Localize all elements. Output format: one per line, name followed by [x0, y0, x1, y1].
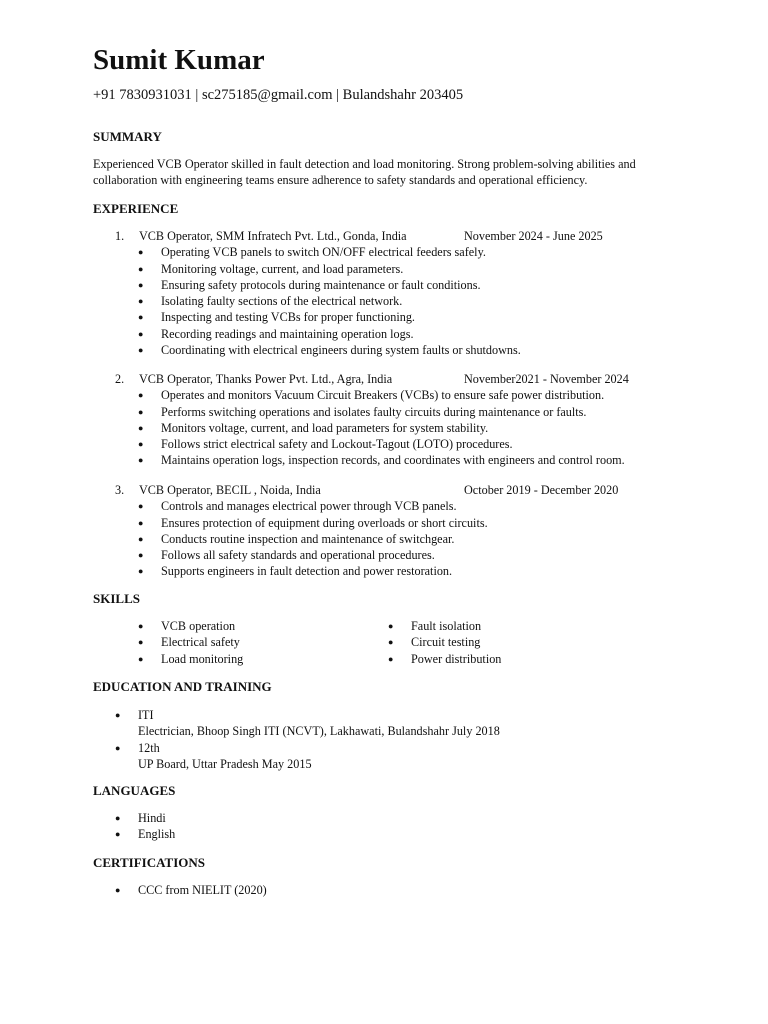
- job-number: 2.: [115, 372, 125, 386]
- bullet-icon: ●: [138, 621, 144, 631]
- list-item: ● Operates and monitors Vacuum Circuit Breakers (VCBs) to ensure safe power distribution.: [138, 388, 605, 403]
- job-dates: October 2019 - December 2020: [464, 483, 619, 497]
- list-item: ● Circuit testing: [388, 635, 481, 650]
- bullet-icon: ●: [138, 390, 144, 401]
- bullet-icon: ●: [138, 406, 144, 417]
- list-item: ● Load monitoring: [138, 651, 244, 666]
- languages-heading: LANGUAGES: [93, 783, 176, 798]
- job-title: VCB Operator, BECIL , Noida, India: [139, 483, 321, 497]
- candidate-name: Sumit Kumar: [93, 44, 265, 76]
- education-detail: UP Board, Uttar Pradesh May 2015: [138, 756, 312, 771]
- bullet-icon: ●: [115, 829, 121, 840]
- bullet-icon: ●: [138, 455, 144, 466]
- bullet-icon: ●: [115, 742, 121, 753]
- list-item: ● Hindi: [115, 811, 166, 825]
- list-item: ● Ensures protection of equipment during overloads or short circuits.: [138, 515, 488, 530]
- list-item: ● ITI: [115, 708, 154, 722]
- skills-heading: SKILLS: [93, 591, 140, 606]
- list-item: ● Follows strict electrical safety and Lockout-Tagout (LOTO) procedures.: [138, 437, 513, 452]
- bullet-icon: ●: [138, 345, 144, 356]
- bullet-icon: ●: [115, 885, 121, 895]
- bullet-icon: ●: [388, 621, 394, 631]
- certifications-heading: CERTIFICATIONS: [93, 855, 205, 870]
- list-item: ● Power distribution: [388, 651, 502, 666]
- list-item: ● VCB operation: [138, 619, 236, 633]
- certifications-list: [115, 882, 415, 898]
- bullet-icon: ●: [138, 653, 144, 664]
- bullet-icon: ●: [138, 296, 144, 307]
- languages-list: [115, 810, 315, 843]
- summary-text: Experienced VCB Operator skilled in fault detection and load monitoring. Strong problem-solving abilities and collaboration with engineering teams ensure adherence to safety standards and operational efficiency.: [93, 157, 636, 188]
- bullet-icon: ●: [138, 328, 144, 339]
- job-number: 3.: [115, 483, 125, 497]
- list-item: ● Supports engineers in fault detection and power restoration.: [138, 564, 453, 579]
- list-item: ● Monitors voltage, current, and load parameters for system stability.: [138, 420, 489, 435]
- bullet-icon: ●: [138, 550, 144, 561]
- skills-column-left: [138, 618, 338, 667]
- list-item: ● 12th: [115, 740, 160, 755]
- job-header: [115, 482, 675, 498]
- list-item: ● Operating VCB panels to switch ON/OFF electrical feeders safely.: [138, 245, 486, 260]
- bullet-icon: ●: [115, 813, 121, 823]
- list-item: ● Recording readings and maintaining operation logs.: [138, 326, 414, 341]
- bullet-icon: ●: [138, 566, 144, 577]
- list-item: ● Follows all safety standards and operational procedures.: [138, 548, 435, 563]
- job-header: [115, 371, 675, 387]
- job-bullets: [138, 244, 675, 358]
- education-heading: EDUCATION AND TRAINING: [93, 679, 272, 694]
- job-header: [115, 228, 675, 244]
- bullet-icon: ●: [388, 653, 394, 664]
- list-item: ● Ensuring safety protocols during maintenance or fault conditions.: [138, 277, 481, 292]
- bullet-icon: ●: [138, 501, 144, 512]
- education-detail: Electrician, Bhoop Singh ITI (NCVT), Lakhawati, Bulandshahr July 2018: [138, 724, 500, 739]
- list-item: ● English: [115, 827, 176, 842]
- list-item: ● Fault isolation: [388, 619, 482, 633]
- contact-line: +91 7830931031 | sc275185@gmail.com | Bulandshahr 203405: [93, 87, 464, 103]
- bullet-icon: ●: [388, 637, 394, 648]
- job-title: VCB Operator, SMM Infratech Pvt. Ltd., Gonda, India: [139, 229, 407, 243]
- job-entry: [115, 482, 675, 580]
- list-item: ● Controls and manages electrical power through VCB panels.: [138, 499, 457, 514]
- job-dates: November 2024 - June 2025: [464, 229, 603, 243]
- bullet-icon: ●: [138, 422, 144, 433]
- bullet-icon: ●: [138, 279, 144, 290]
- summary-heading: SUMMARY: [93, 129, 162, 144]
- list-item: ● Inspecting and testing VCBs for proper functioning.: [138, 310, 415, 325]
- experience-heading: EXPERIENCE: [93, 201, 179, 216]
- job-bullets: [138, 387, 675, 468]
- job-entry: [115, 371, 675, 469]
- job-title: VCB Operator, Thanks Power Pvt. Ltd., Agra, India: [139, 372, 393, 386]
- education-list: [115, 707, 615, 772]
- bullet-icon: ●: [138, 263, 144, 274]
- job-bullets: [138, 498, 675, 579]
- list-item: ● Coordinating with electrical engineers during system faults or shutdowns.: [138, 343, 521, 358]
- list-item: ● Monitoring voltage, current, and load parameters.: [138, 261, 404, 276]
- list-item: ● CCC from NIELIT (2020): [115, 883, 267, 897]
- job-number: 1.: [115, 229, 125, 243]
- list-item: ● Maintains operation logs, inspection records, and coordinates with engineers and control room.: [138, 453, 625, 468]
- job-entry: [115, 228, 675, 358]
- bullet-icon: ●: [138, 247, 144, 258]
- bullet-icon: ●: [138, 312, 144, 323]
- bullet-icon: ●: [138, 637, 144, 648]
- job-dates: November2021 - November 2024: [464, 372, 629, 386]
- bullet-icon: ●: [115, 710, 121, 720]
- bullet-icon: ●: [138, 439, 144, 450]
- list-item: ● Electrical safety: [138, 635, 240, 650]
- bullet-icon: ●: [138, 533, 144, 544]
- skills-column-right: [388, 618, 588, 667]
- bullet-icon: ●: [138, 517, 144, 528]
- list-item: ● Conducts routine inspection and maintenance of switchgear.: [138, 531, 455, 546]
- list-item: ● Isolating faulty sections of the electrical network.: [138, 294, 403, 309]
- list-item: ● Performs switching operations and isolates faulty circuits during maintenance or faults.: [138, 404, 587, 419]
